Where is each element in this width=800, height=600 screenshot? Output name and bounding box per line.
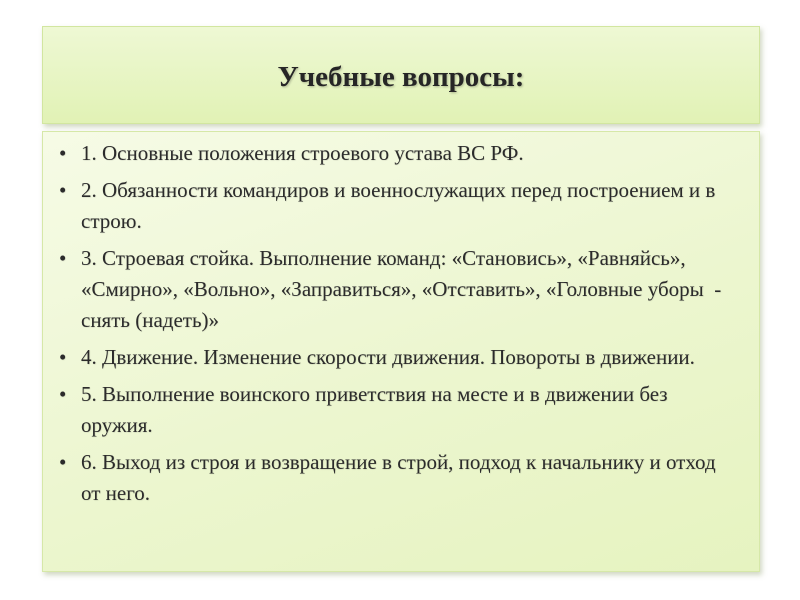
question-list	[59, 138, 739, 515]
list-item	[59, 379, 739, 441]
bullet-icon: •	[59, 345, 67, 369]
content-panel	[42, 131, 760, 572]
list-item	[59, 447, 739, 509]
list-item-text: 2. Обязанности командиров и военнослужащих перед построением и в строю.	[81, 178, 716, 233]
list-item	[59, 138, 739, 169]
slide-title: Учебные вопросы:	[277, 60, 525, 93]
list-item	[59, 243, 739, 336]
bullet-icon: •	[59, 246, 67, 270]
list-item	[59, 342, 739, 373]
bullet-icon: •	[59, 178, 67, 202]
title-panel	[42, 26, 760, 124]
bullet-icon: •	[59, 141, 67, 165]
list-item-text: 5. Выполнение воинского приветствия на месте и в движении без оружия.	[81, 382, 668, 437]
list-item-text: 3. Строевая стойка. Выполнение команд: «Становись», «Равняйсь», «Смирно», «Вольно», «Заправиться», «Отставить», «Головные уборы - снять (надеть)»	[81, 246, 727, 332]
bullet-icon: •	[59, 450, 67, 474]
list-item-text: 1. Основные положения строевого устава ВС РФ.	[81, 141, 524, 165]
list-item-text: 4. Движение. Изменение скорости движения. Повороты в движении.	[81, 345, 695, 369]
list-item	[59, 175, 739, 237]
list-item-text: 6. Выход из строя и возвращение в строй, подход к начальнику и отход от него.	[81, 450, 716, 505]
bullet-icon: •	[59, 382, 67, 406]
